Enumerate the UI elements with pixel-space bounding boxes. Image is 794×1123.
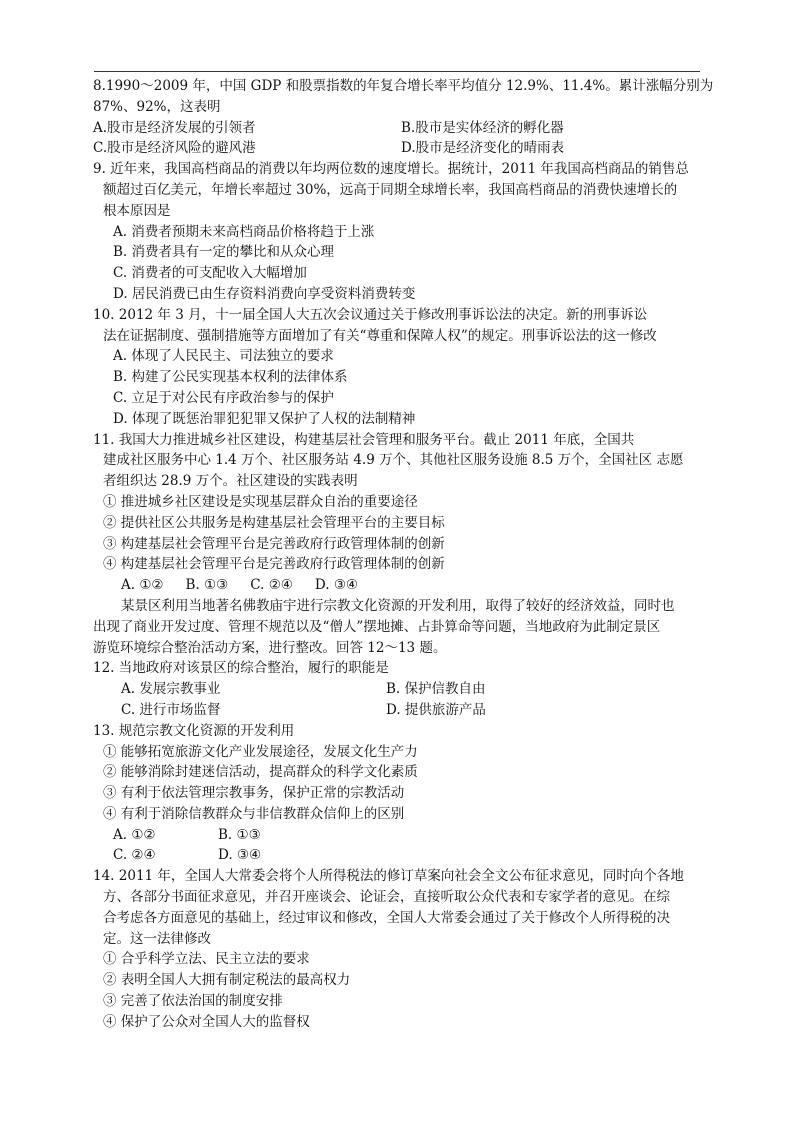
q14-stem-line1: 14. 2011 年，全国人大常委会将个人所得税法的修订草案向社会全文公布征求意见，同时向个各地 [93, 868, 684, 885]
q8-option-a: A.股市是经济发展的引领者 [93, 119, 256, 136]
q9-option-c: C. 消费者的可支配收入大幅增加 [113, 265, 307, 282]
q13-options-row1 [93, 825, 703, 846]
q13-item-1: ① 能够拓宽旅游文化产业发展途径，发展文化生产力 [103, 743, 418, 760]
exam-page [93, 76, 714, 1033]
reading-passage [93, 596, 703, 658]
q8-options-row1 [93, 118, 703, 139]
q9-option-b: B. 消费者具有一定的攀比和从众心理 [113, 244, 335, 261]
q11-stem-line3: 者组织达 28.9 万个。社区建设的实践表明 [103, 473, 358, 490]
q11-item-4: ④ 构建基层社会管理平台是完善政府行政管理体制的创新 [103, 556, 445, 573]
q11-item-2: ② 提供社区公共服务是构建基层社会管理平台的主要目标 [103, 514, 445, 531]
q8-option-c: C.股市是经济风险的避风港 [93, 140, 256, 157]
q13-options-row2 [93, 845, 703, 866]
q10-option-d: D. 体现了既惩治罪犯犯罪又保护了人权的法制精神 [113, 410, 416, 427]
q8-options-row2 [93, 138, 703, 159]
question-9 [93, 159, 703, 305]
q13-option-a: A. ①② [113, 826, 156, 843]
q12-option-b: B. 保护信教自由 [386, 681, 486, 698]
q13-stem: 13. 规范宗教文化资源的开发利用 [93, 722, 295, 739]
header-rule [94, 71, 700, 72]
q8-option-d: D.股市是经济变化的晴雨表 [401, 140, 565, 157]
q12-option-d: D. 提供旅游产品 [386, 701, 486, 718]
q13-item-3: ③ 有利于依法管理宗教事务，保护正常的宗教活动 [103, 785, 405, 802]
q12-stem: 12. 当地政府对该景区的综合整治，履行的职能是 [93, 660, 389, 677]
q9-option-a: A. 消费者预期未来高档商品价格将趋于上涨 [113, 223, 375, 240]
q11-item-1: ① 推进城乡社区建设是实现基层群众自治的重要途径 [103, 493, 418, 510]
q11-option-b: B. ①③ [185, 577, 229, 594]
q10-stem-line2: 法在证据制度、强制措施等方面增加了有关“尊重和保障人权”的规定。刑事诉讼法的这一修改 [103, 327, 657, 344]
q10-option-b: B. 构建了公民实现基本权利的法律体系 [113, 369, 348, 386]
q11-option-c: C. ②④ [250, 577, 293, 594]
q11-item-3: ③ 构建基层社会管理平台是完善政府行政管理体制的创新 [103, 535, 445, 552]
q11-option-a: A. ①② [121, 577, 164, 594]
passage-line1: 某景区利用当地著名佛教庙宇进行宗教文化资源的开发利用，取得了较好的经济效益，同时也 [121, 597, 675, 614]
q10-stem-line1: 10. 2012 年 3 月，十一届全国人大五次会议通过关于修改刑事诉讼法的决定。新的刑事诉讼 [93, 306, 648, 323]
question-13 [93, 721, 703, 867]
q13-option-b: B. ①③ [218, 826, 261, 843]
q9-stem-line3: 根本原因是 [103, 202, 171, 219]
question-14 [93, 866, 703, 1032]
passage-line2: 出现了商业开发过度、管理不规范以及“僧人”摆地摊、占卦算命等问题，当地政府为此制定景区 [93, 618, 661, 635]
q9-stem-line1: 9. 近年来，我国高档商品的消费以年均两位数的速度增长。据统计，2011 年我国高档商品的销售总 [93, 161, 689, 178]
q13-item-4: ④ 有利于消除信教群众与非信教群众信仰上的区别 [103, 805, 405, 822]
q14-item-1: ① 合乎科学立法、民主立法的要求 [103, 951, 310, 968]
q14-item-4: ④ 保护了公众对全国人大的监督权 [103, 1013, 310, 1030]
q14-stem-line3: 合考虑各方面意见的基础上，经过审议和修改，全国人大常委会通过了关于修改个人所得税的决 [103, 909, 670, 926]
q14-stem-line4: 定。这一法律修改 [103, 930, 211, 947]
q14-item-3: ③ 完善了依法治国的制度安排 [103, 993, 283, 1010]
q13-option-d: D. ③④ [218, 847, 262, 864]
q12-options-row2 [93, 700, 703, 721]
q8-stem-line1: 8.1990～2009 年，中国 GDP 和股票指数的年复合增长率平均值分 12.9%、11.4%。累计涨幅分别为 [93, 78, 714, 94]
q11-option-d: D. ③④ [314, 577, 359, 594]
q12-options-row1 [93, 679, 703, 700]
question-11 [93, 430, 703, 596]
q13-option-c: C. ②④ [113, 847, 156, 864]
q13-item-2: ② 能够消除封建迷信活动，提高群众的科学文化素质 [103, 764, 418, 781]
q10-option-a: A. 体现了人民民主、司法独立的要求 [113, 348, 334, 365]
question-12 [93, 658, 703, 720]
q12-option-c: C. 进行市场监督 [121, 701, 221, 718]
q10-option-c: C. 立足于对公民有序政治参与的保护 [113, 389, 334, 406]
q11-options [93, 575, 703, 596]
q8-stem-line2: 87%、92%，这表明 [93, 98, 221, 115]
q9-stem-line2: 额超过百亿美元，年增长率超过 30%，远高于同期全球增长率，我国高档商品的消费快速增长的 [103, 181, 678, 198]
q12-option-a: A. 发展宗教事业 [121, 681, 221, 698]
passage-line3: 游览环境综合整治活动方案，进行整改。回答 12～13 题。 [93, 639, 447, 656]
q8-option-b: B.股市是实体经济的孵化器 [401, 119, 564, 136]
question-10 [93, 305, 703, 430]
q11-stem-line1: 11. 我国大力推进城乡社区建设，构建基层社会管理和服务平台。截止 2011 年底，全国共 [93, 431, 635, 448]
q11-stem-line2: 建成社区服务中心 1.4 万个、社区服务站 4.9 万个、其他社区服务设施 8.5 万个，全国社区 志愿 [103, 452, 684, 469]
q9-option-d: D. 居民消费已由生存资料消费向享受资料消费转变 [113, 285, 416, 302]
q14-stem-line2: 方、各部分书面征求意见，并召开座谈会、论证会，直接听取公众代表和专家学者的意见。在综 [103, 889, 670, 906]
question-8 [93, 76, 714, 159]
q14-item-2: ② 表明全国人大拥有制定税法的最高权力 [103, 972, 351, 989]
